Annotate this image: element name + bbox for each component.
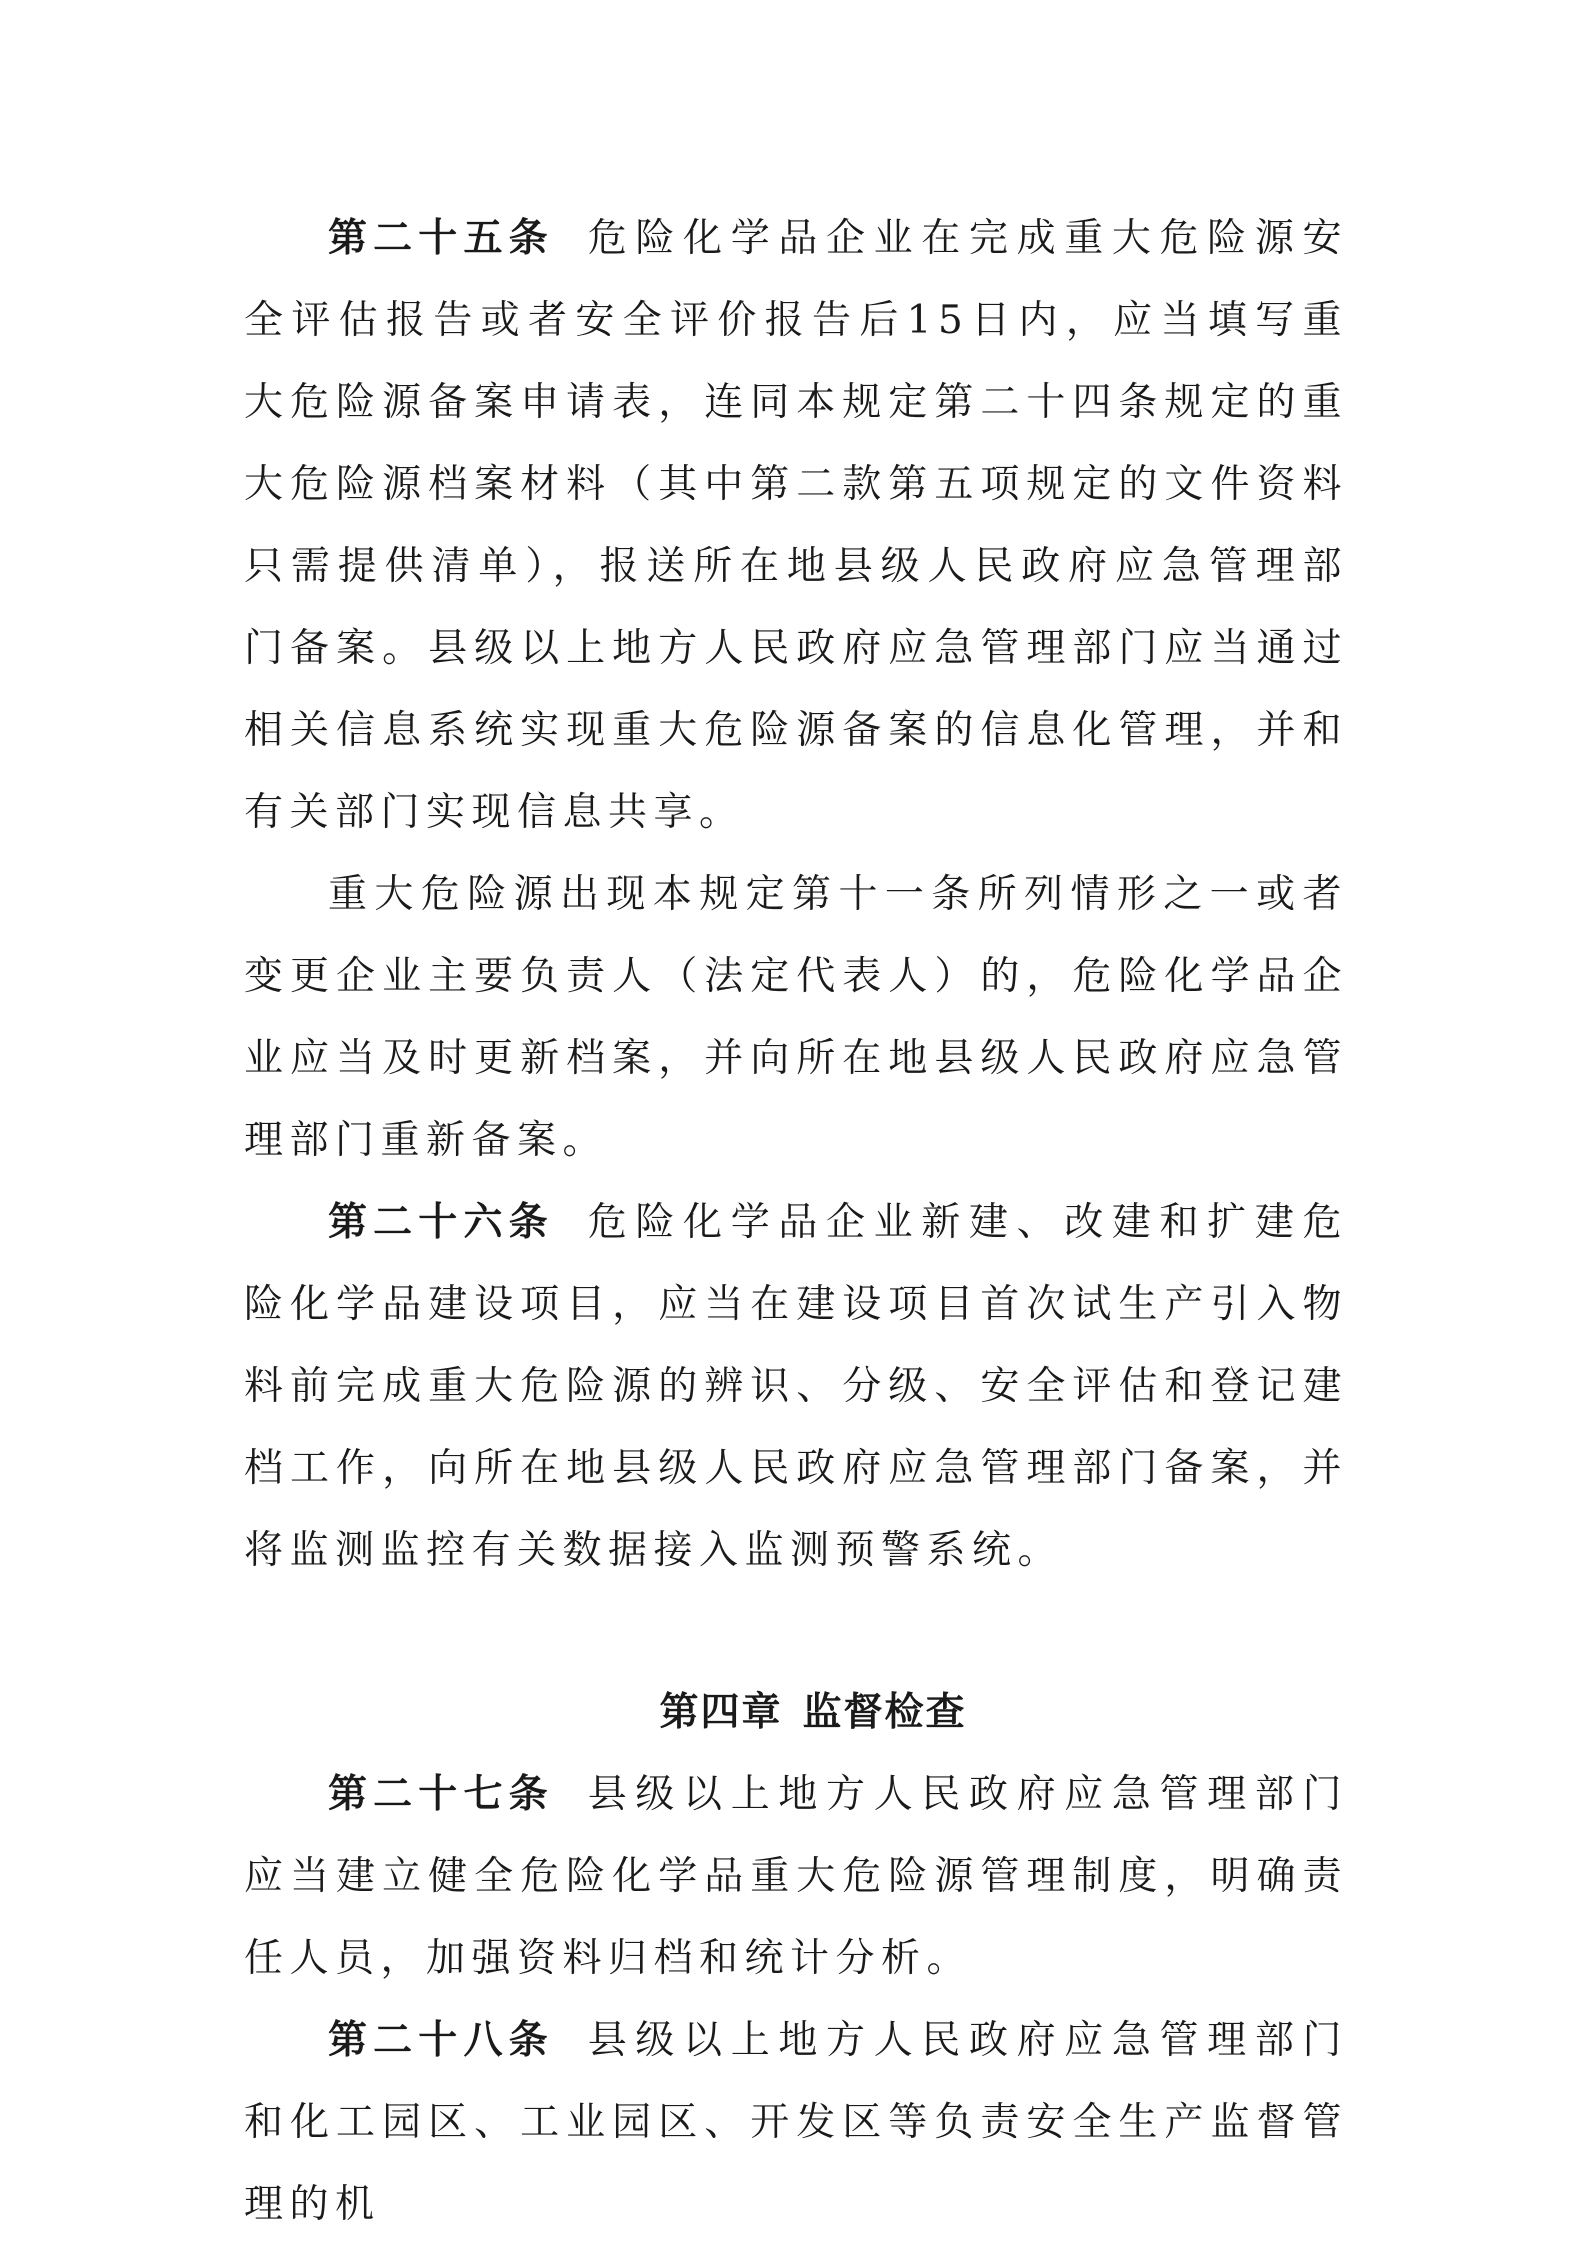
article-label: 第二十七条	[328, 1772, 554, 1817]
article-label: 第二十八条	[328, 2018, 554, 2063]
article-25	[244, 198, 1348, 854]
paragraph-text: 重大危险源出现本规定第十一条所列情形之一或者变更企业主要负责人（法定代表人）的，危险化学品企业应当及时更新档案，并向所在地县级人民政府应急管理部门重新备案。	[244, 872, 1348, 1163]
article-28	[244, 2000, 1348, 2246]
chapter-title: 监督检查	[802, 1690, 967, 1735]
chapter-heading	[244, 1672, 1348, 1754]
article-label: 第二十六条	[328, 1200, 554, 1245]
article-text: 危险化学品企业新建、改建和扩建危险化学品建设项目，应当在建设项目首次试生产引入物料前完成重大危险源的辨识、分级、安全评估和登记建档工作，向所在地县级人民政府应急管理部门备案，并将监测监控有关数据接入监测预警系统。	[244, 1200, 1348, 1573]
article-27	[244, 1754, 1348, 2000]
article-25-paragraph-2	[244, 854, 1348, 1182]
article-label: 第二十五条	[328, 216, 554, 261]
article-text: 危险化学品企业在完成重大危险源安全评估报告或者安全评价报告后15日内，应当填写重大危险源备案申请表，连同本规定第二十四条规定的重大危险源档案材料（其中第二款第五项规定的文件资料只需提供清单），报送所在地县级人民政府应急管理部门备案。县级以上地方人民政府应急管理部门应当通过相关信息系统实现重大危险源备案的信息化管理，并和有关部门实现信息共享。	[244, 216, 1348, 835]
article-26	[244, 1182, 1348, 1592]
article-text: 县级以上地方人民政府应急管理部门应当建立健全危险化学品重大危险源管理制度，明确责任人员，加强资料归档和统计分析。	[244, 1772, 1348, 1981]
chapter-number: 第四章	[659, 1690, 783, 1735]
article-text: 县级以上地方人民政府应急管理部门和化工园区、工业园区、开发区等负责安全生产监督管理的机	[244, 2018, 1348, 2227]
document-body	[244, 198, 1348, 2246]
